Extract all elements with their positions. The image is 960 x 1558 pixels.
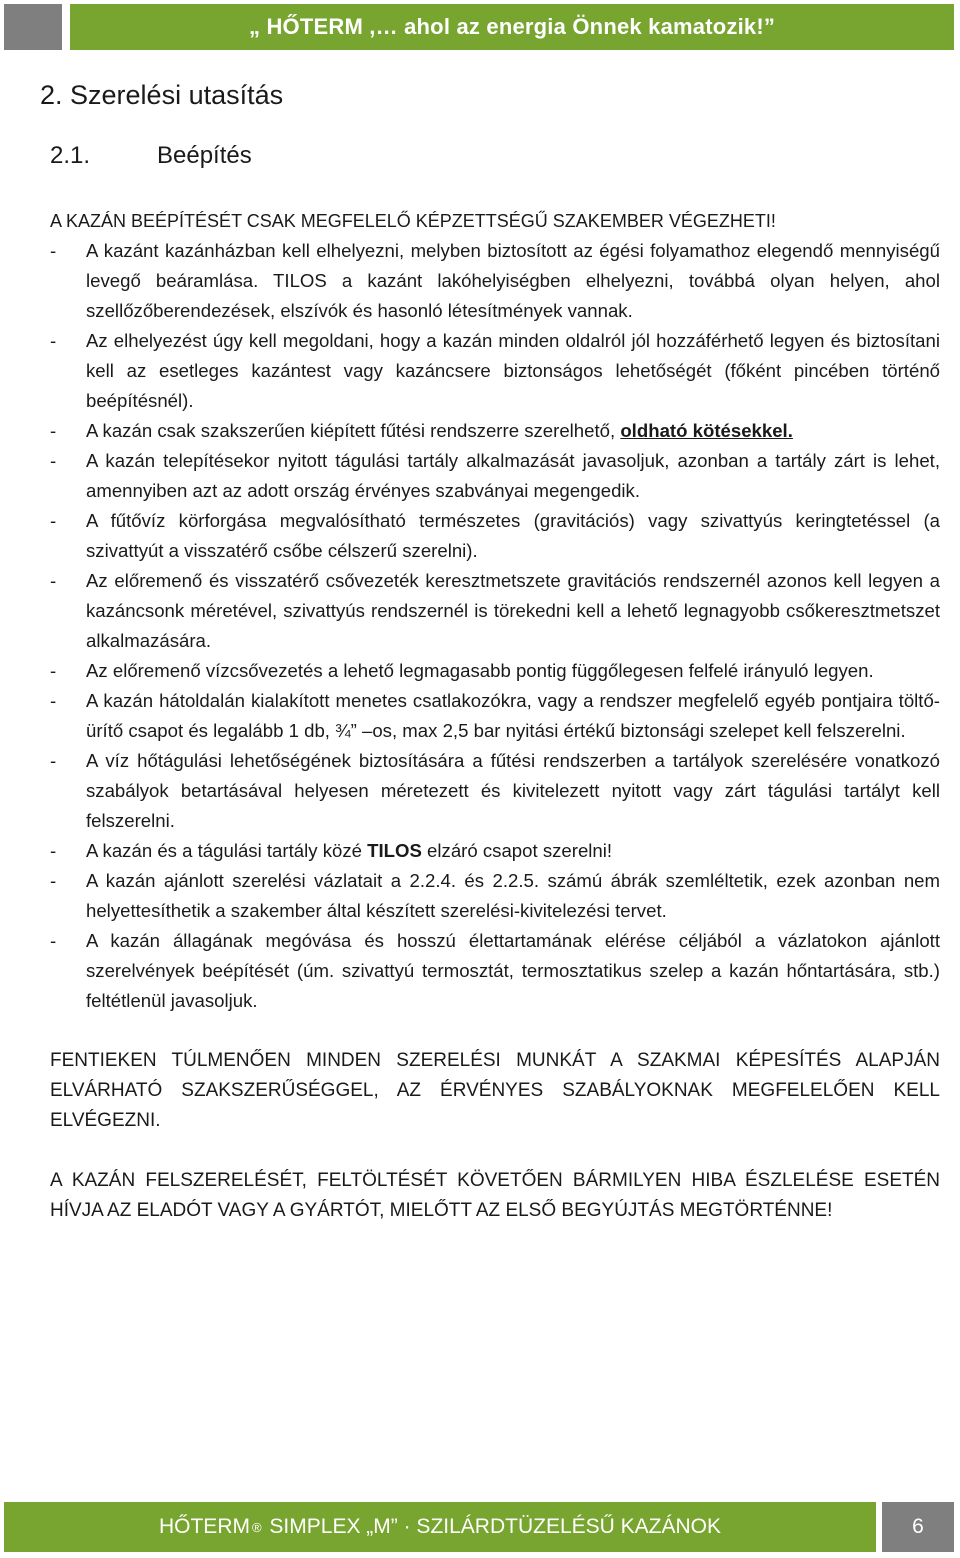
- page-number: 6: [882, 1502, 954, 1552]
- list-item: - Az előremenő és visszatérő csővezeték keresztmetszete gravitációs rendszernél azonos kell legyen a kazáncsonk méretével, szivattyús rendszernél is törekedni kell a lehető legnagyobb csőkeresztmetszet alkalmazására.: [50, 570, 940, 651]
- list-item: - A kazán csak szakszerűen kiépített fűtési rendszerre szerelhető, oldható kötésekkel.: [50, 420, 793, 441]
- notice-installation: FENTIEKEN TÚLMENŐEN MINDEN SZERELÉSI MUNKÁT A SZAKMAI KÉPESÍTÉS ALAPJÁN ELVÁRHATÓ SZAKSZERŰSÉGGEL, AZ ÉRVÉNYES SZABÁLYOKNAK MEGFELELŐEN KELL ELVÉGEZNI.: [50, 1050, 940, 1131]
- subsection-heading: [50, 142, 252, 170]
- list-item: - A kazán és a tágulási tartály közé TILOS elzáró csapot szerelni!: [50, 840, 613, 861]
- footer-product: SIMPLEX „M” · SZILÁRDTÜZELÉSŰ KAZÁNOK: [269, 1515, 721, 1538]
- footer-brand: HŐTERM: [158, 1515, 250, 1538]
- emphasis-bold: TILOS: [367, 840, 422, 861]
- intro-warning: A KAZÁN BEÉPÍTÉSÉT CSAK MEGFELELŐ KÉPZETTSÉGŰ SZAKEMBER VÉGEZHETI!: [50, 211, 776, 231]
- list-item: - Az előremenő vízcsővezetés a lehető legmagasabb pontig függőlegesen felfelé irányuló legyen.: [50, 660, 874, 681]
- list-item: - A kazán telepítésekor nyitott tágulási tartály alkalmazását javasoljuk, azonban a tartály zárt is lehet, amennyiben azt az adott ország érvényes szabványai megengedik.: [50, 450, 940, 501]
- document-body: [50, 206, 940, 1226]
- instruction-list: [50, 236, 940, 1016]
- list-item: - A fűtővíz körforgása megvalósítható természetes (gravitációs) vagy szivattyús keringtetéssel (a szivattyút a visszatérő csőbe célszerű szerelni).: [50, 510, 940, 561]
- emphasis-underlined: oldható kötésekkel.: [620, 420, 793, 441]
- footer-title: [4, 1502, 876, 1552]
- list-item: - A kazán ajánlott szerelési vázlatait a 2.2.4. és 2.2.5. számú ábrák szemléltetik, ezek azonban nem helyettesíthetik a szakember által készített szerelési-kivitelezési tervet.: [50, 870, 940, 921]
- page-header: [4, 4, 954, 50]
- list-item: - A kazán állagának megóvása és hosszú élettartamának elérése céljából a vázlatokon ajánlott szerelvények beépítését (úm. szivattyú termosztát, termosztatikus szelep a kazán hőntartására, stb.) feltétlenül javasoljuk.: [50, 930, 940, 1011]
- subsection-number: 2.1.: [50, 142, 91, 169]
- header-gray-block: [4, 4, 62, 50]
- list-item: - A kazánt kazánházban kell elhelyezni, melyben biztosított az égési folyamathoz elegendő mennyiségű levegő beáramlása. TILOS a kazánt lakóhelyiségben elhelyezni, továbbá olyan helyen, ahol szellőzőberendezések, elszívók és hasonló létesítmények vannak.: [50, 240, 940, 321]
- registered-mark: ®: [251, 1519, 262, 1535]
- list-item: - A víz hőtágulási lehetőségének biztosítására a fűtési rendszerben a tartályok szerelésére vonatkozó szabályok betartásával helyesen méretezett és kivitelezett nyitott vagy zárt tágulási tartályt kell felszerelni.: [50, 750, 940, 831]
- list-item: - Az elhelyezést úgy kell megoldani, hogy a kazán minden oldalról jól hozzáférhető legyen és biztosítani kell az esetleges kazántest vagy kazáncsere biztonságos lehetőségét (főként pincében történő beépítésnél).: [50, 330, 940, 411]
- section-title: 2. Szerelési utasítás: [40, 80, 284, 110]
- page-footer: [4, 1502, 954, 1552]
- subsection-title: Beépítés: [157, 142, 252, 169]
- header-slogan: „ HŐTERM ,… ahol az energia Önnek kamatozik!”: [70, 4, 954, 50]
- notice-contact: A KAZÁN FELSZERELÉSÉT, FELTÖLTÉSÉT KÖVETŐEN BÁRMILYEN HIBA ÉSZLELÉSE ESETÉN HÍVJA AZ ELADÓT VAGY A GYÁRTÓT, MIELŐTT AZ ELSŐ BEGYÚJTÁS MEGTÖRTÉNNE!: [50, 1170, 940, 1221]
- list-item: - A kazán hátoldalán kialakított menetes csatlakozókra, vagy a rendszer megfelelő egyéb pontjaira töltő-ürítő csapot és legalább 1 db, ¾” –os, max 2,5 bar nyitási értékű biztonsági szelepet kell felszerelni.: [50, 690, 940, 741]
